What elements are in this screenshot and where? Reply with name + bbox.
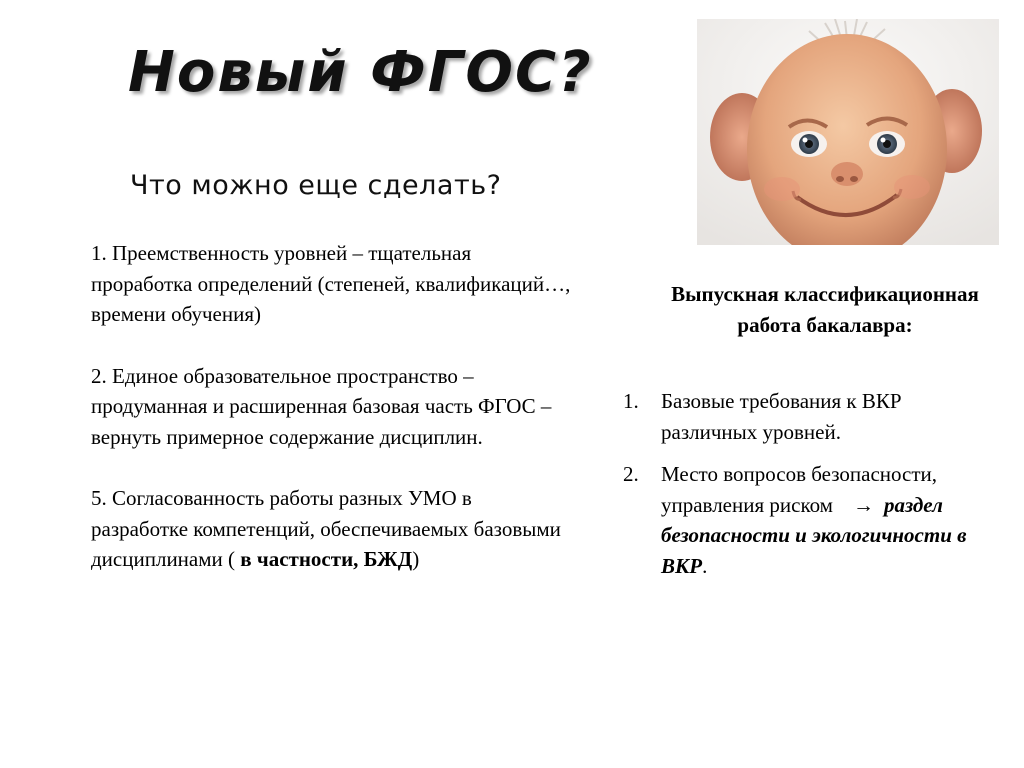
list-item: 2. Место вопросов безопасности, управления риском → раздел безопасности и экологичности в ВКР.	[623, 462, 967, 578]
list-item: 1. Базовые требования к ВКР различных уровней.	[623, 389, 902, 444]
arrow-right-icon: →	[852, 492, 874, 517]
slide-title: Новый ФГОС?	[128, 40, 593, 105]
right-heading: Выпускная классификационная работа бакалавра:	[671, 282, 979, 337]
right-list	[623, 386, 973, 593]
point-1: 1. Преемственность уровней – тщательная проработка определений (степеней, квалификаций…, времени обучения)	[91, 241, 571, 326]
slide-subtitle: Что можно еще сделать?	[130, 170, 502, 201]
point-5: 5. Согласованность работы разных УМО в разработке компетенций, обеспечиваемых базовыми дисциплинами ( в частности, БЖД)	[91, 486, 561, 571]
list-emphasis: раздел безопасности и экологичности в ВКР	[661, 492, 967, 578]
left-column	[91, 238, 571, 606]
point-2: 2. Единое образовательное пространство – продуманная и расширенная базовая часть ФГОС – вернуть примерное содержание дисциплин.	[91, 363, 552, 449]
funny-face-photo	[697, 19, 999, 245]
point-5-emphasis: в частности, БЖД	[240, 547, 413, 571]
